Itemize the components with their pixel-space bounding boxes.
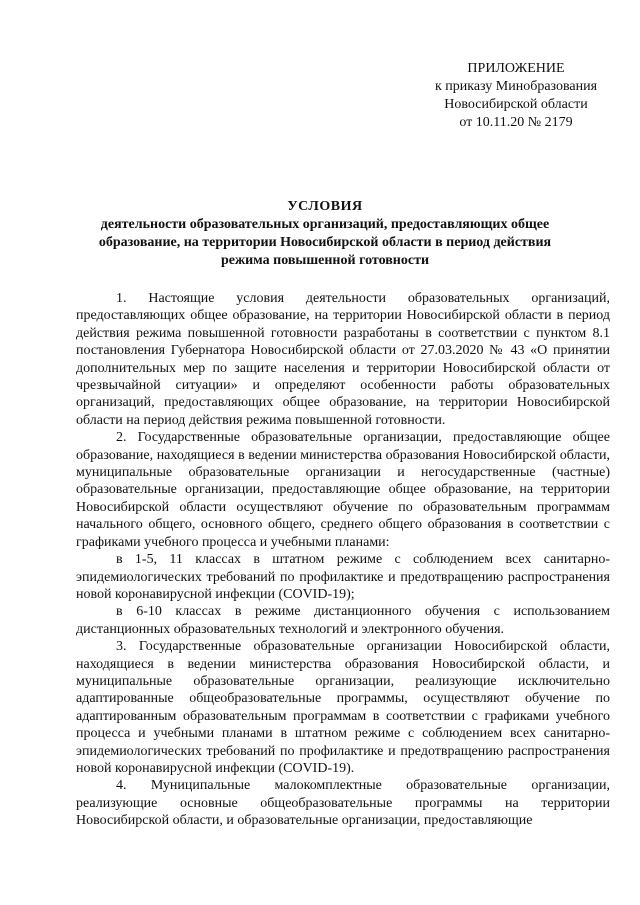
title-line-1: деятельности образовательных организаций, предоставляющих общее xyxy=(100,217,550,232)
title-line-3: режима повышенной готовности xyxy=(220,253,430,268)
title-main: УСЛОВИЯ xyxy=(287,199,363,214)
appendix-date-number: от 10.11.20 № 2179 xyxy=(459,115,573,130)
paragraph-3: 3. Государственные образовательные организации Новосибирской области, находящиеся в ведении министерства образования Новосибирской области, и муниципальные образовательные организации, реализующие исключительно адаптированные общеобразовательные программы, осуществляют обучение по адаптированным образовательным программам в соответствии с графиками учебного процесса и учебными планами в штатном режиме с соблюдением всех санитарно-эпидемиологических требований по профилактике и предотвращению распространения новой коронавирусной инфекции (COVID-19). xyxy=(76,639,610,776)
paragraph-2: 2. Государственные образовательные организации, предоставляющие общее образование, находящиеся в ведении министерства образования Новосибирской области, муниципальные образовательные организации и негосударственные (частные) образовательные организации, предоставляющие общее образование, на территории Новосибирской области осуществляют обучение по образовательным программам начального общего, основного общего, среднего общего образования в соответствии с графиками учебного процесса и учебными планами: xyxy=(76,430,610,550)
appendix-region: Новосибирской области xyxy=(444,97,588,112)
paragraph-2-item-2: в 6-10 классах в режиме дистанционного обучения с использованием дистанционных образовательных технологий и электронного обучения. xyxy=(76,604,610,637)
appendix-header xyxy=(406,60,626,132)
paragraph-2-item-1: в 1-5, 11 классах в штатном режиме с соблюдением всех санитарно-эпидемиологических требований по профилактике и предотвращению распространения новой коронавирусной инфекции (COVID-19); xyxy=(76,552,610,602)
document-title xyxy=(90,198,560,270)
paragraph-4: 4. Муниципальные малокомплектные образовательные организации, реализующие основные общеобразовательные программы на территории Новосибирской области, и образовательные организации, предоставляющие xyxy=(76,778,610,829)
appendix-order-ref: к приказу Минобразования xyxy=(434,79,598,94)
document-body xyxy=(76,290,610,830)
appendix-label: ПРИЛОЖЕНИЕ xyxy=(467,61,565,76)
paragraph-1: 1. Настоящие условия деятельности образовательных организаций, предоставляющих общее образование, на территории Новосибирской области в период действия режима повышенной готовности разработаны в соответствии с пунктом 8.1 постановления Губернатора Новосибирской области от 27.03.2020 № 43 «О принятии дополнительных мер по защите населения и территории Новосибирской области от чрезвычайной ситуации» и определяют особенности работы образовательных организаций, предоставляющих общее образование, на территории Новосибирской области на период действия режима повышенной готовности. xyxy=(76,291,610,428)
title-line-2: образование, на территории Новосибирской области в период действия xyxy=(98,235,552,250)
